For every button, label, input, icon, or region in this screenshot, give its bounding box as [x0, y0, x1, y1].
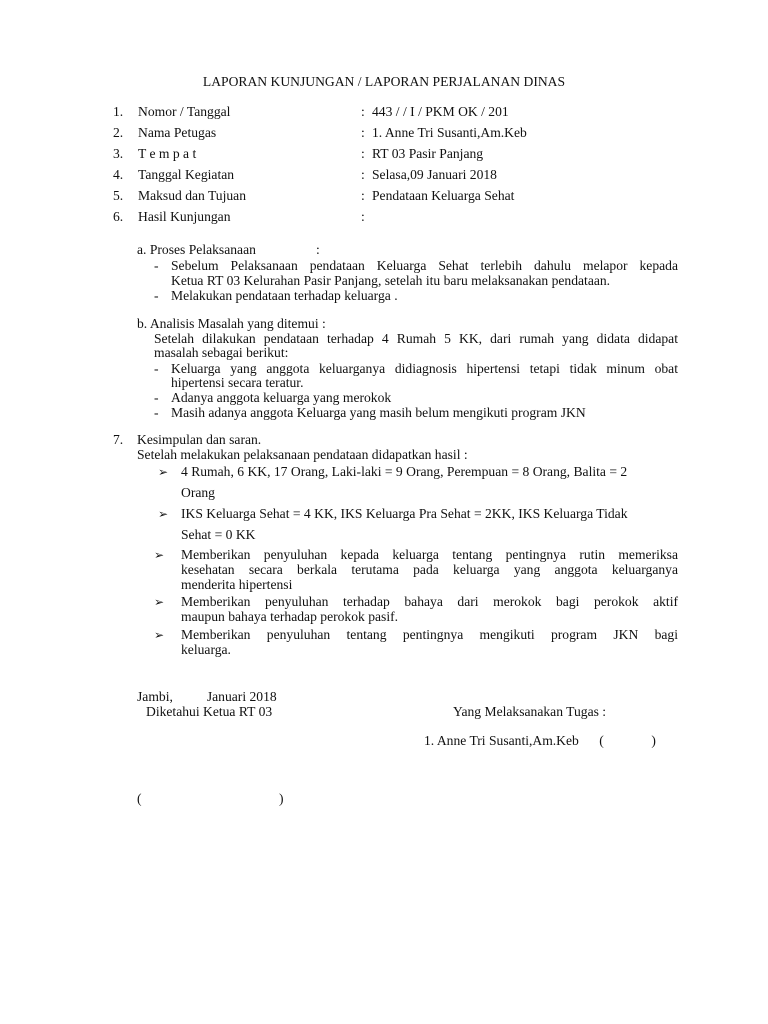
section-a-colon: :	[316, 242, 320, 257]
arrow-bullet-icon: ➢	[154, 595, 165, 609]
row-number: 4.	[113, 167, 124, 182]
section-a-item1-line2: Ketua RT 03 Kelurahan Pasir Panjang, setelah itu baru melaksanakan pendataan.	[171, 273, 611, 288]
row-number: 5.	[113, 188, 124, 203]
dash-bullet: -	[154, 405, 159, 420]
row-value-tempat: RT 03 Pasir Panjang	[372, 146, 484, 161]
dash-bullet: -	[154, 390, 159, 405]
place-date: Jambi, Januari 2018	[137, 689, 277, 704]
section-a-item1-line1: Sebelum Pelaksanaan pendataan Keluarga Sehat terlebih dahulu melapor kepada	[171, 258, 678, 273]
row-colon: :	[361, 104, 365, 119]
row-label-hasil-kunjungan: Hasil Kunjungan	[138, 209, 231, 224]
section-7-heading: Kesimpulan dan saran.	[137, 432, 262, 447]
row-value-nomor-tanggal: 443 / / I / PKM OK / 201	[372, 104, 509, 119]
conclusion-item5-line2: keluarga.	[181, 642, 231, 657]
section-b-intro-line2: masalah sebagai berikut:	[154, 345, 289, 360]
conclusion-item4-line2: maupun bahaya terhadap perokok pasif.	[181, 609, 399, 624]
row-colon: :	[361, 167, 365, 182]
dash-bullet: -	[154, 258, 159, 273]
section-7-number: 7.	[113, 432, 124, 447]
row-value-tanggal-kegiatan: Selasa,09 Januari 2018	[372, 167, 497, 182]
section-b-item3: Masih adanya anggota Keluarga yang masih belum mengikuti program JKN	[171, 405, 586, 420]
conclusion-item2-line2: Sehat = 0 KK	[181, 527, 256, 542]
section-b-heading: b. Analisis Masalah yang ditemui :	[137, 316, 326, 331]
section-b-intro-line1: Setelah dilakukan pendataan terhadap 4 Rumah 5 KK, dari rumah yang didata didapat	[154, 331, 678, 346]
dash-bullet: -	[154, 288, 159, 303]
row-label-tempat: T e m p a t	[138, 146, 197, 161]
row-value-maksud-tujuan: Pendataan Keluarga Sehat	[372, 188, 515, 203]
arrow-bullet-icon: ➢	[158, 465, 169, 479]
row-value-nama-petugas: 1. Anne Tri Susanti,Am.Keb	[372, 125, 527, 140]
row-colon: :	[361, 209, 365, 224]
section-a-item2: Melakukan pendataan terhadap keluarga .	[171, 288, 398, 303]
row-label-tanggal-kegiatan: Tanggal Kegiatan	[138, 167, 235, 182]
row-number: 3.	[113, 146, 124, 161]
conclusion-item1-line2: Orang	[181, 485, 215, 500]
section-b-item2: Adanya anggota keluarga yang merokok	[171, 390, 392, 405]
arrow-bullet-icon: ➢	[158, 507, 169, 521]
signature-left-paren-open: (	[137, 791, 142, 806]
arrow-bullet-icon: ➢	[154, 628, 165, 642]
conclusion-item2-line1: IKS Keluarga Sehat = 4 KK, IKS Keluarga Pra Sehat = 2KK, IKS Keluarga Tidak	[181, 506, 628, 521]
row-colon: :	[361, 146, 365, 161]
signature-left-title: Diketahui Ketua RT 03	[146, 704, 273, 719]
signature-right-title: Yang Melaksanakan Tugas :	[453, 704, 607, 719]
row-label-nama-petugas: Nama Petugas	[138, 125, 217, 140]
section-7-intro: Setelah melakukan pelaksanaan pendataan didapatkan hasil :	[137, 447, 468, 462]
conclusion-item3-line1: Memberikan penyuluhan kepada keluarga tentang pentingnya rutin memeriksa	[181, 547, 678, 562]
row-label-nomor-tanggal: Nomor / Tanggal	[138, 104, 231, 119]
row-number: 1.	[113, 104, 124, 119]
section-a-heading: a. Proses Pelaksanaan	[137, 242, 256, 257]
row-number: 2.	[113, 125, 124, 140]
section-b-item1-line1: Keluarga yang anggota keluarganya didiagnosis hipertensi tetapi tidak minum obat	[171, 361, 678, 376]
section-b-item1-line2: hipertensi secara teratur.	[171, 375, 304, 390]
row-label-maksud-tujuan: Maksud dan Tujuan	[138, 188, 247, 203]
conclusion-item5-line1: Memberikan penyuluhan tentang pentingnya mengikuti program JKN bagi	[181, 627, 678, 642]
dash-bullet: -	[154, 361, 159, 376]
conclusion-item3-line3: menderita hipertensi	[181, 577, 293, 592]
row-colon: :	[361, 125, 365, 140]
arrow-bullet-icon: ➢	[154, 548, 165, 562]
signature-right-name: 1. Anne Tri Susanti,Am.Keb ( )	[424, 733, 656, 748]
conclusion-item3-line2: kesehatan secara berkala terutama pada keluarga yang anggota keluarganya	[181, 562, 678, 577]
signature-left-paren-close: )	[279, 791, 284, 806]
conclusion-item4-line1: Memberikan penyuluhan terhadap bahaya dari merokok bagi perokok aktif	[181, 594, 678, 609]
conclusion-item1-line1: 4 Rumah, 6 KK, 17 Orang, Laki-laki = 9 Orang, Perempuan = 8 Orang, Balita = 2	[181, 464, 628, 479]
row-colon: :	[361, 188, 365, 203]
document-title: LAPORAN KUNJUNGAN / LAPORAN PERJALANAN DINAS	[202, 74, 566, 89]
row-number: 6.	[113, 209, 124, 224]
